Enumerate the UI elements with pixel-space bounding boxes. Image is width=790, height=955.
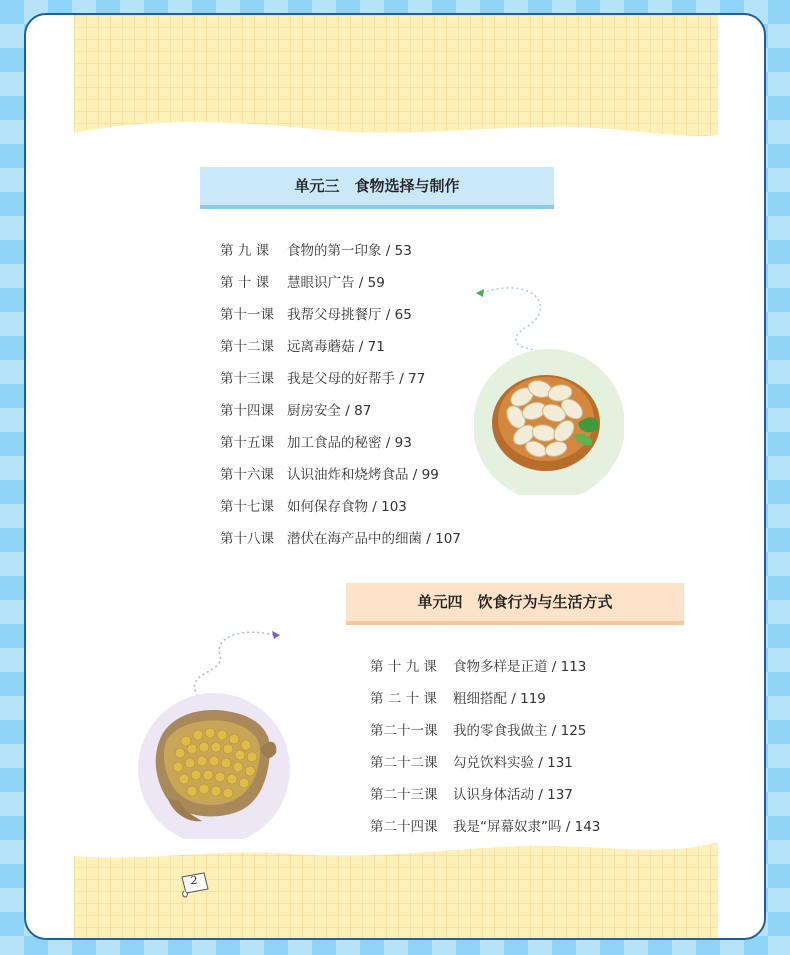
lesson-title: 食物的第一印象 / 53: [287, 243, 412, 259]
lesson-title: 粗细搭配 / 119: [453, 691, 546, 707]
lesson-title: 认识身体活动 / 137: [453, 787, 573, 803]
lesson-item[interactable]: [370, 779, 600, 811]
lesson-number: 第十三课: [220, 371, 274, 387]
top-wave: [74, 115, 718, 155]
page-paper: [74, 15, 718, 938]
lesson-number: 第十七课: [220, 499, 274, 515]
lesson-title: 我是父母的好帮手 / 77: [287, 371, 426, 387]
lesson-number: 第二十二课: [370, 755, 438, 771]
lesson-item[interactable]: [220, 331, 461, 363]
unit-four-title: 单元四 饮食行为与生活方式: [346, 583, 684, 625]
lesson-number: 第二十一课: [370, 723, 438, 739]
soybean-sack-image: [130, 629, 300, 839]
lesson-number: 第十四课: [220, 403, 274, 419]
lesson-number: 第二十四课: [370, 819, 438, 835]
lesson-title: 食物多样是正道 / 113: [453, 659, 587, 675]
lesson-number: 第 二 十 课: [370, 691, 437, 707]
lesson-item[interactable]: [220, 491, 461, 523]
lesson-number: 第十六课: [220, 467, 274, 483]
lesson-title: 我是“屏幕奴隶”吗 / 143: [453, 819, 601, 835]
lesson-title: 远离毒蘑菇 / 71: [287, 339, 385, 355]
lesson-item[interactable]: [370, 811, 600, 843]
lesson-title: 如何保存食物 / 103: [287, 499, 407, 515]
lesson-item[interactable]: [220, 363, 461, 395]
lesson-item[interactable]: [370, 651, 600, 683]
lesson-number: 第二十三课: [370, 787, 438, 803]
lesson-title: 潜伏在海产品中的细菌 / 107: [287, 531, 461, 547]
pistachio-bowl-image: [474, 285, 624, 495]
lesson-title: 勾兑饮料实验 / 131: [453, 755, 573, 771]
lesson-title: 我的零食我做主 / 125: [453, 723, 587, 739]
lesson-item[interactable]: [220, 235, 461, 267]
unit-three-lesson-list: [220, 235, 461, 555]
lesson-item[interactable]: [220, 299, 461, 331]
lesson-item[interactable]: [370, 715, 600, 747]
unit-four-lesson-list: [370, 651, 600, 843]
lesson-number: 第十八课: [220, 531, 274, 547]
lesson-number: 第十二课: [220, 339, 274, 355]
lesson-item[interactable]: [370, 747, 600, 779]
lesson-title: 慧眼识广告 / 59: [287, 275, 385, 291]
lesson-number: 第十一课: [220, 307, 274, 323]
lesson-item[interactable]: [220, 427, 461, 459]
lesson-number: 第 九 课: [220, 243, 270, 259]
lesson-title: 加工食品的秘密 / 93: [287, 435, 412, 451]
lesson-number: 第 十 课: [220, 275, 270, 291]
lesson-item[interactable]: [220, 395, 461, 427]
lesson-item[interactable]: [220, 459, 461, 491]
lesson-item[interactable]: [220, 267, 461, 299]
lesson-title: 认识油炸和烧烤食品 / 99: [287, 467, 439, 483]
unit-three-title: 单元三 食物选择与制作: [200, 167, 554, 209]
lesson-title: 厨房安全 / 87: [287, 403, 372, 419]
lesson-number: 第 十 九 课: [370, 659, 437, 675]
lesson-title: 我帮父母挑餐厅 / 65: [287, 307, 412, 323]
lesson-item[interactable]: [220, 523, 461, 555]
page-frame: [24, 13, 766, 940]
page-number: 2: [190, 874, 198, 887]
page-number-badge: [178, 871, 210, 899]
lesson-item[interactable]: [370, 683, 600, 715]
lesson-number: 第十五课: [220, 435, 274, 451]
